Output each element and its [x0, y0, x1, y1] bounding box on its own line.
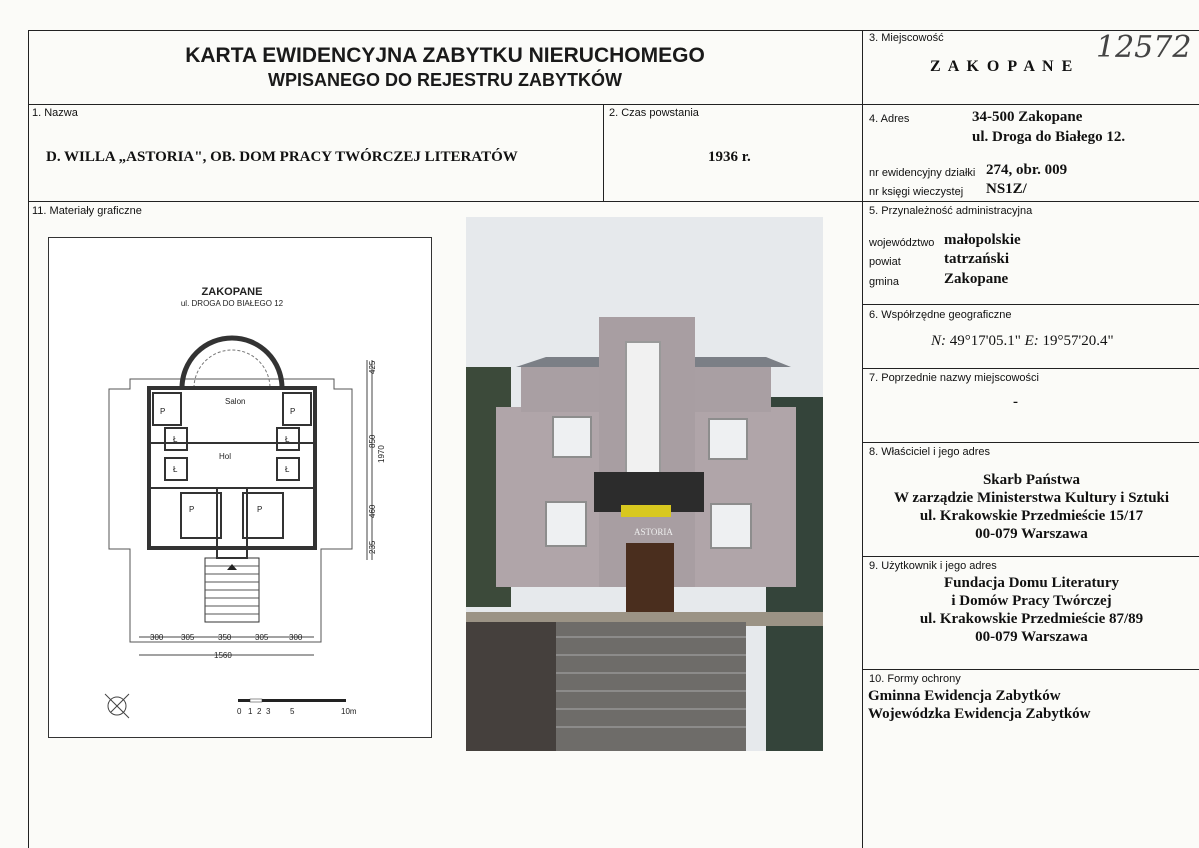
wlasciciel-label: 8. Właściciel i jego adres: [869, 446, 991, 458]
scale-label: 0: [237, 707, 242, 716]
wlasciciel-line: ul. Krakowskie Przedmieście 15/17: [919, 508, 1144, 524]
room-label-p: P: [160, 407, 166, 416]
dim-label: 305: [181, 633, 195, 642]
scale-label: 1: [248, 707, 253, 716]
uzytkownik-label: 9. Użytkownik i jego adres: [869, 560, 997, 572]
right-sep-5: [862, 201, 1199, 202]
miejscowosc-value: Z A K O P A N E: [930, 58, 1075, 75]
frame-top-line: [28, 30, 1199, 31]
uzytkownik-line: Fundacja Domu Literatury: [944, 575, 1119, 591]
scale-label: 5: [290, 707, 295, 716]
dim-label: 350: [218, 633, 232, 642]
dim-label: 300: [150, 633, 164, 642]
dim-label: 425: [368, 360, 377, 374]
scale-label: 10m: [341, 707, 357, 716]
window: [546, 502, 586, 546]
entrance-arrow: [227, 564, 237, 570]
front-door: [626, 543, 674, 623]
room-p-right: [283, 393, 311, 425]
formy-label: 10. Formy ochrony: [869, 673, 961, 685]
scale-label: 3: [266, 707, 271, 716]
nazwa-label: 1. Nazwa: [32, 107, 78, 119]
poprzednie-value: -: [1013, 394, 1018, 410]
dim-label: 850: [368, 434, 377, 448]
uzytkownik-address: [863, 574, 1199, 646]
dim-label: 460: [368, 504, 377, 518]
wlasciciel-line: W zarządzie Ministerstwa Kultury i Sztuki: [893, 490, 1170, 506]
window: [709, 419, 747, 459]
room-p-left: [153, 393, 181, 425]
room-label-p: P: [257, 505, 263, 514]
dzialka-label: nr ewidencyjny działki: [869, 167, 976, 179]
rotunda-colonnade: [194, 350, 270, 388]
adres-label: 4. Adres: [869, 113, 910, 125]
wspolrzedne-label: 6. Współrzędne geograficzne: [869, 309, 1012, 321]
stairs: [556, 622, 746, 751]
powiat-label: powiat: [869, 256, 901, 268]
room-p-bottom-left: [181, 493, 221, 538]
ksiega-value: NS1Z/: [986, 181, 1027, 197]
przynaleznosc-label: 5. Przynależność administracyjna: [869, 205, 1033, 217]
tall-window: [626, 342, 660, 482]
astoria-sign: ASTORIA: [634, 527, 673, 537]
wojewodztwo-label: województwo: [869, 237, 935, 249]
dim-label-total: 1560: [214, 651, 232, 660]
name-row-bottom: [28, 201, 863, 202]
scale-label: 2: [257, 707, 262, 716]
dim-label: 305: [255, 633, 269, 642]
poprzednie-label: 7. Poprzednie nazwy miejscowości: [869, 372, 1039, 384]
room-label-hol: Hol: [219, 452, 232, 461]
wlasciciel-address: [863, 471, 1199, 543]
scale-bar-segment: [262, 699, 286, 702]
n-value: 49°17'05.1": [949, 333, 1021, 349]
e-value: 19°57'20.4": [1042, 333, 1114, 349]
dim-label-total: 1970: [377, 445, 386, 463]
dzialka-value: 274, obr. 009: [986, 162, 1068, 178]
villa-photo-svg: [466, 217, 823, 751]
powiat-value: tatrzański: [944, 251, 1009, 267]
dim-label: 235: [368, 540, 377, 554]
uzytkownik-line: 00-079 Warszawa: [975, 629, 1088, 645]
floor-plan-drawing: [48, 237, 432, 738]
yellow-cloth: [621, 505, 671, 517]
czas-value: 1936 r.: [708, 149, 751, 165]
plan-title: ZAKOPANE: [201, 286, 263, 298]
room-label-p: P: [189, 505, 195, 514]
formy-line: Gminna Ewidencja Zabytków: [868, 688, 1061, 704]
uzytkownik-line: ul. Krakowskie Przedmieście 87/89: [919, 611, 1144, 627]
materialy-label: 11. Materiały graficzne: [32, 205, 142, 217]
right-sep-6: [862, 304, 1199, 305]
scale-bar-segment: [238, 699, 250, 702]
name-time-divider: [603, 104, 604, 201]
formy-line: Wojewódzka Ewidencja Zabytków: [868, 706, 1091, 722]
room-label-l: Ł: [173, 465, 178, 474]
rotunda-wall: [182, 338, 282, 388]
adres-line2: ul. Droga do Białego 12.: [972, 129, 1126, 145]
floor-plan-svg: [49, 238, 431, 737]
room-label-p: P: [290, 407, 296, 416]
villa-photo: [466, 217, 823, 751]
dim-label: 300: [289, 633, 303, 642]
plan-subtitle: ul. DROGA DO BIAŁEGO 12: [180, 299, 284, 308]
right-sep-8: [862, 442, 1199, 443]
title-row-bottom: [28, 104, 1199, 105]
n-label: N:: [931, 333, 946, 349]
card-title-line1: KARTA EWIDENCYJNA ZABYTKU NIERUCHOMEGO: [185, 44, 705, 67]
room-label-l: Ł: [285, 465, 290, 474]
czas-label: 2. Czas powstania: [609, 107, 699, 119]
ksiega-label: nr księgi wieczystej: [869, 186, 964, 198]
uzytkownik-line: i Domów Pracy Twórczej: [951, 593, 1112, 609]
window: [711, 504, 751, 548]
right-sep-10: [862, 669, 1199, 670]
scale-bar-segment: [250, 699, 262, 702]
wojewodztwo-value: małopolskie: [944, 232, 1021, 248]
wlasciciel-line: Skarb Państwa: [982, 472, 1081, 488]
coordinates: [931, 333, 1114, 350]
adres-line1: 34-500 Zakopane: [972, 109, 1083, 125]
right-sep-9: [862, 556, 1199, 557]
window: [553, 417, 591, 457]
e-label: E:: [1024, 333, 1039, 349]
miejscowosc-label: 3. Miejscowość: [869, 32, 944, 44]
nazwa-value: D. WILLA „ASTORIA", OB. DOM PRACY TWÓRCZEJ LITERATÓW: [46, 149, 518, 165]
right-sep-7: [862, 368, 1199, 369]
column-divider: [862, 30, 863, 848]
room-label-salon: Salon: [225, 397, 246, 406]
gmina-label: gmina: [869, 276, 899, 288]
frame-left-line: [28, 30, 29, 848]
card-title-line2: WPISANEGO DO REJESTRU ZABYTKÓW: [267, 70, 622, 90]
room-label-l: Ł: [173, 435, 178, 444]
room-label-l: Ł: [285, 435, 290, 444]
room-p-bottom-right: [243, 493, 283, 538]
wlasciciel-line: 00-079 Warszawa: [975, 526, 1088, 542]
stone-wall: [466, 622, 556, 751]
gmina-value: Zakopane: [944, 271, 1009, 287]
scale-bar-segment: [286, 699, 346, 702]
handwritten-register-number: 12572: [1096, 30, 1192, 65]
